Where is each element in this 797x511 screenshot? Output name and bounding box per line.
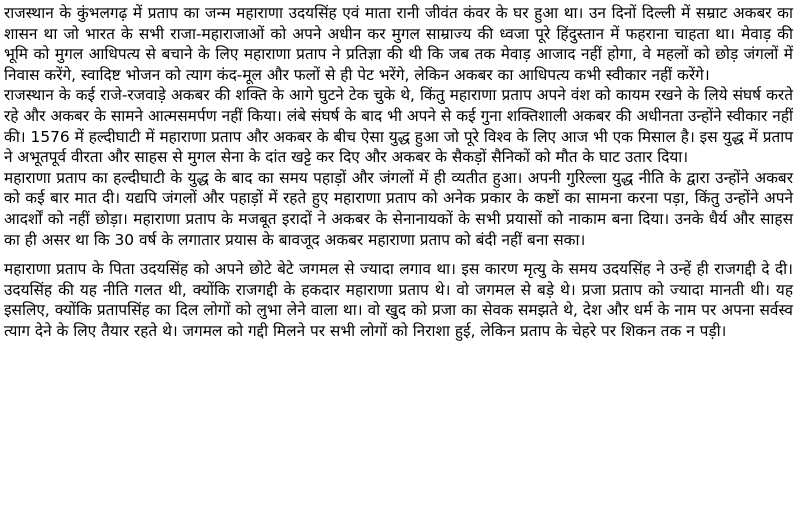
paragraph-birth-and-vow: राजस्थान के कुंभलगढ़ में प्रताप का जन्म महाराणा उदयसिंह एवं माता रानी जीवंत कंवर के घर हुआ था। उन दिनों दिल्ली में सम्राट अकबर का शासन था जो भारत के सभी राजा-महाराजाओं को अपने अधीन कर मुगल साम्राज्य की ध्वजा पूरे हिंदुस्तान में फहराना चाहता था। मेवाड़ की भूमि को मुगल आधिपत्य से बचाने के लिए महाराणा प्रताप ने प्रतिज्ञा की थी कि जब तक मेवाड़ आजाद नहीं होगा, वे महलों को छोड़ जंगलों में निवास करेंगे, स्वादिष्ट भोजन को त्याग कंद-मूल और फलों से ही पेट भरेंगे, लेकिन अकबर का आधिपत्य कभी स्वीकार नहीं करेंगे। <box>4 4 793 84</box>
paragraph-guerrilla-years: महाराणा प्रताप का हल्दीघाटी के युद्ध के बाद का समय पहाड़ों और जंगलों में ही व्यतीत हुआ। अपनी गुरिल्ला युद्ध नीति के द्वारा उन्होंने अकबर को कई बार मात दी। यद्यपि जंगलों और पहाड़ों में रहते हुए महाराणा प्रताप को अनेक प्रकार के कष्टों का सामना करना पड़ा, किंतु उन्होंने अपने आदर्शों को नहीं छोड़ा। महाराणा प्रताप के मजबूत इरादों ने अकबर के सेनानायकों के सभी प्रयासों को नाकाम बना दिया। उनके धैर्य और साहस का ही असर था कि 30 वर्ष के लगातार प्रयास के बावजूद अकबर महाराणा प्रताप को बंदी नहीं बना सका। <box>4 168 793 249</box>
paragraph-haldighati-battle: राजस्थान के कई राजे-रजवाड़े अकबर की शक्ति के आगे घुटने टेक चुके थे, किंतु महाराणा प्रताप अपने वंश को कायम रखने के लिये संघर्ष करते रहे और अकबर के सामने आत्मसमर्पण नहीं किया। लंबे संघर्ष के बाद भी अपने से कई गुना शक्तिशाली अकबर की अधीनता उन्होंने स्वीकार नहीं की। 1576 में हल्दीघाटी में महाराणा प्रताप और अकबर के बीच ऐसा युद्ध हुआ जो पूरे विश्व के लिए आज भी एक मिसाल है। इस युद्ध में प्रताप ने अभूतपूर्व वीरता और साहस से मुगल सेना के दांत खट्टे कर दिए और अकबर के सैकड़ों सैनिकों को मौत के घाट उतार दिया। <box>4 86 793 167</box>
paragraph-succession: महाराणा प्रताप के पिता उदयसिंह को अपने छोटे बेटे जगमल से ज्यादा लगाव था। इस कारण मृत्यु के समय उदयसिंह ने उन्हें ही राजगद्दी दे दी। उदयसिंह की यह नीति गलत थी, क्योंकि राजगद्दी के हकदार महाराणा प्रताप थे। वो जगमल से बड़े थे। प्रजा प्रताप को ज्यादा मानती थी। यह इसलिए, क्योंकि प्रतापसिंह का दिल लोगों को लुभा लेने वाला था। वो खुद को प्रजा का सेवक समझते थे, देश और धर्म के नाम पर अपना सर्वस्व त्याग देने के लिए तैयार रहते थे। जगमल को गद्दी मिलने पर सभी लोगों को निराशा हुई, लेकिन प्रताप के चेहरे पर शिकन तक न पड़ी। <box>4 260 793 340</box>
